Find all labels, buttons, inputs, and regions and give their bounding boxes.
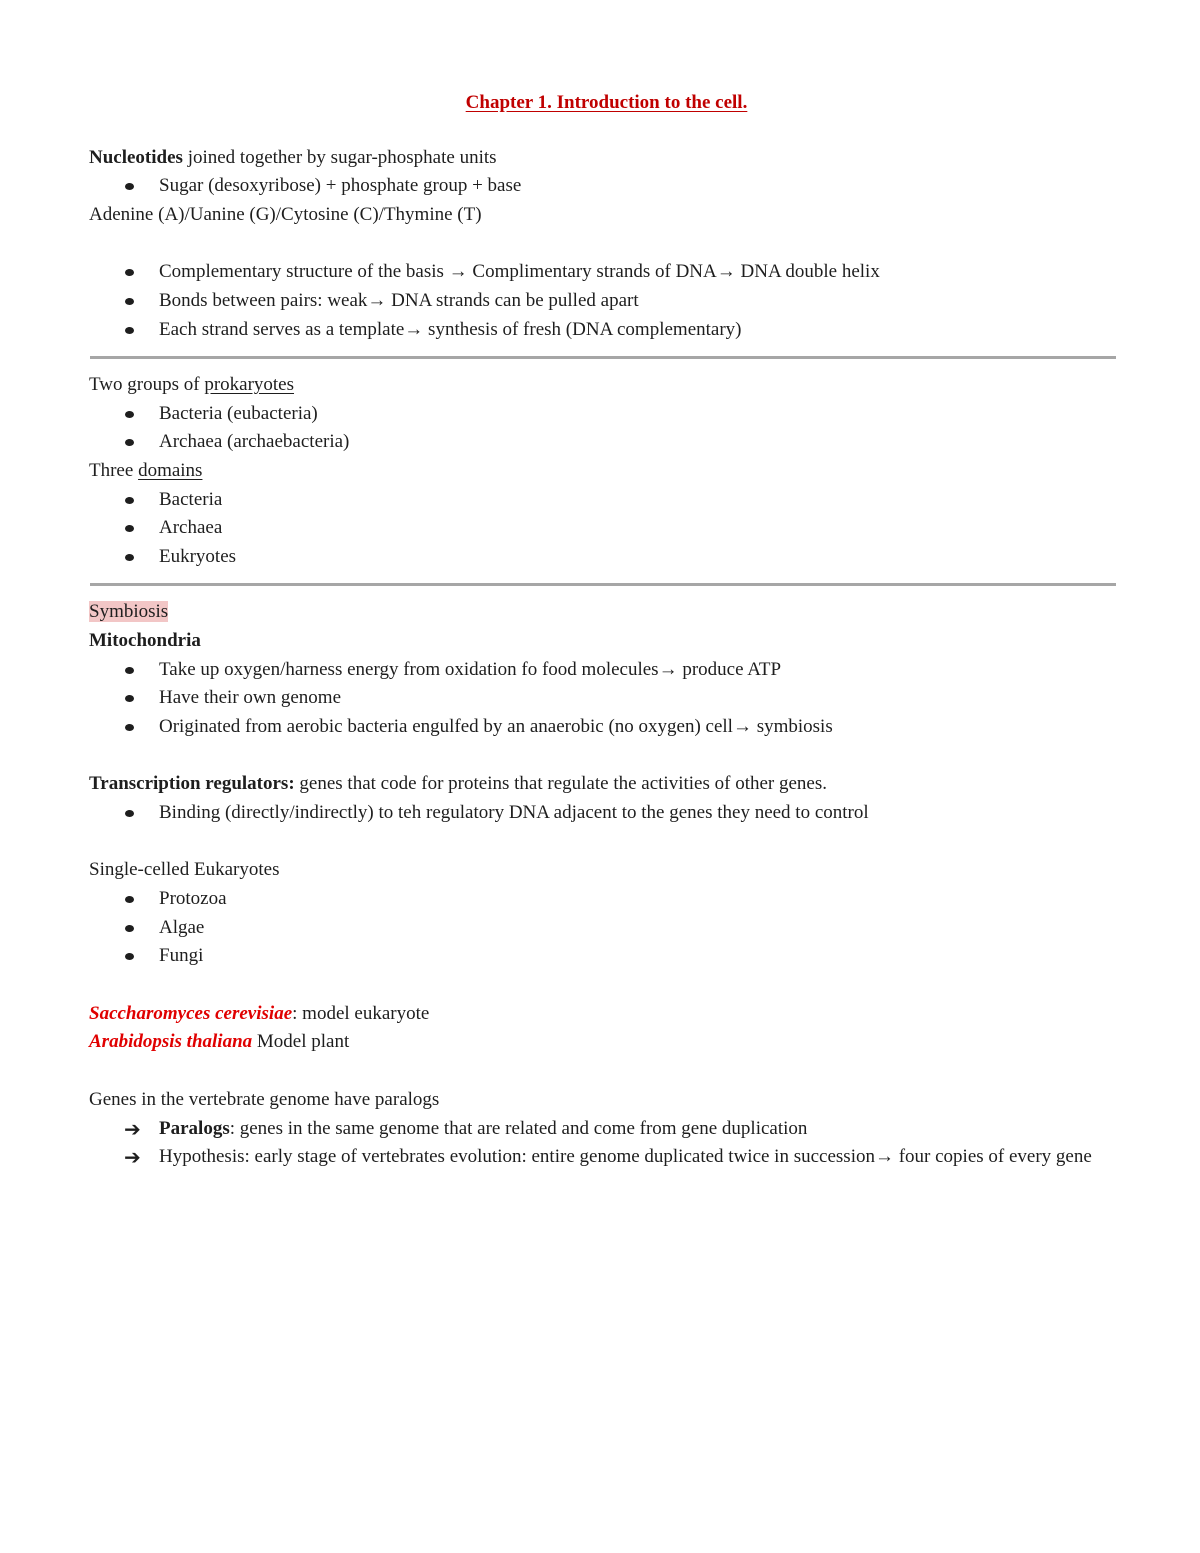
list-item-text: Fungi [159,945,204,967]
model-organism-line [89,1000,1124,1029]
mitochondria-list [89,656,1124,742]
list-item [89,1143,1124,1172]
bullet-icon [125,896,134,903]
symbiosis-highlight: Symbiosis [89,601,169,623]
list-item-text: Hypothesis: early stage of vertebrates evolution: entire genome duplicated twice in succession→ four copies of every gene [159,1146,1092,1168]
list-item-text: Each strand serves as a template→ synthesis of fresh (DNA complementary) [159,318,742,340]
paralogs-term: Paralogs [159,1117,230,1139]
dna-list [89,258,1124,344]
species-description: Model plant [252,1031,350,1053]
nucleotides-rest: joined together by sugar-phosphate units [182,146,497,168]
paralogs-definition: : genes in the same genome that are related and come from gene duplication [229,1117,808,1139]
list-item [89,914,1124,943]
list-item-text: Algae [159,916,205,938]
bullet-icon [125,439,134,446]
domains-lead: Three [89,459,139,481]
spacer [89,229,1124,258]
bullet-icon [125,695,134,702]
paralogs-list [89,1115,1124,1172]
list-item-text: Bacteria [159,488,223,510]
symbiosis-line [89,598,1124,627]
list-item [89,684,1124,713]
list-item [89,514,1124,543]
spacer [89,827,1124,856]
bullet-icon [125,810,134,817]
list-item [89,428,1124,457]
single-celled-heading: Single-celled Eukaryotes [89,859,280,881]
list-item-text: Archaea [159,517,223,539]
transcription-list [89,799,1124,828]
list-item-text: Bonds between pairs: weak→ DNA strands can be pulled apart [159,289,639,311]
bullet-icon [125,953,134,960]
arrow-icon: ➔ [124,1116,141,1141]
arrow-icon: ➔ [124,1145,141,1170]
list-item-text: Bacteria (eubacteria) [159,402,318,424]
list-item [89,316,1124,345]
transcription-line [89,770,1124,799]
prokaryotes-lead: Two groups of [89,374,205,396]
bullet-icon [125,554,134,561]
document-body [89,89,1124,1172]
model-organism-line [89,1028,1124,1057]
list-item-text: Protozoa [159,888,227,910]
spacer [89,971,1124,1000]
bullet-icon [125,269,134,276]
nucleotides-term: Nucleotides [89,146,183,168]
single-celled-list [89,885,1124,971]
list-item-text: Binding (directly/indirectly) to teh regulatory DNA adjacent to the genes they need to control [159,801,869,823]
bullet-icon [125,525,134,532]
horizontal-rule [90,356,1116,359]
list-item [89,543,1124,572]
list-item-text: Complementary structure of the basis → Complimentary strands of DNA→ DNA double helix [159,261,880,283]
spacer [89,1057,1124,1086]
domains-list [89,486,1124,572]
bases-line: Adenine (A)/Uanine (G)/Cytosine (C)/Thymine (T) [89,203,482,225]
bullet-icon [125,724,134,731]
bullet-icon [125,298,134,305]
paralogs-line: Genes in the vertebrate genome have paralogs [89,1089,440,1111]
prokaryotes-list [89,400,1124,457]
bullet-icon [125,327,134,334]
bullet-icon [125,411,134,418]
prokaryotes-term: prokaryotes [204,374,295,396]
spacer [89,741,1124,770]
list-item-text: Archaea (archaebacteria) [159,431,350,453]
mitochondria-heading: Mitochondria [89,629,201,651]
list-item [89,1115,1124,1144]
nucleotides-list [89,172,1124,201]
list-item [89,799,1124,828]
list-item-text: Have their own genome [159,687,342,709]
bullet-icon [125,667,134,674]
list-item [89,656,1124,685]
bullet-icon [125,183,134,190]
list-item-text: Originated from aerobic bacteria engulfed by an anaerobic (no oxygen) cell→ symbiosis [159,715,833,737]
prokaryotes-line [89,371,1124,400]
list-item [89,172,1124,201]
transcription-term: Transcription regulators: [89,773,295,795]
bullet-icon [125,497,134,504]
list-item [89,713,1124,742]
list-item [89,287,1124,316]
transcription-rest: genes that code for proteins that regulate the activities of other genes. [294,773,827,795]
list-item-text: Sugar (desoxyribose) + phosphate group + base [159,175,522,197]
list-item [89,885,1124,914]
nucleotides-line [89,144,1124,173]
list-item-text: Eukryotes [159,545,237,567]
list-item [89,942,1124,971]
list-item [89,258,1124,287]
bullet-icon [125,925,134,932]
page-title: Chapter 1. Introduction to the cell. [465,92,748,113]
domains-term: domains [138,459,203,481]
list-item-text: Take up oxygen/harness energy from oxidation fo food molecules→ produce ATP [159,658,782,680]
horizontal-rule [90,583,1116,586]
list-item [89,486,1124,515]
species-name: Arabidopsis thaliana [89,1031,253,1053]
species-description: : model eukaryote [292,1002,430,1024]
domains-line [89,457,1124,486]
list-item [89,400,1124,429]
species-name: Saccharomyces cerevisiae [89,1002,293,1024]
